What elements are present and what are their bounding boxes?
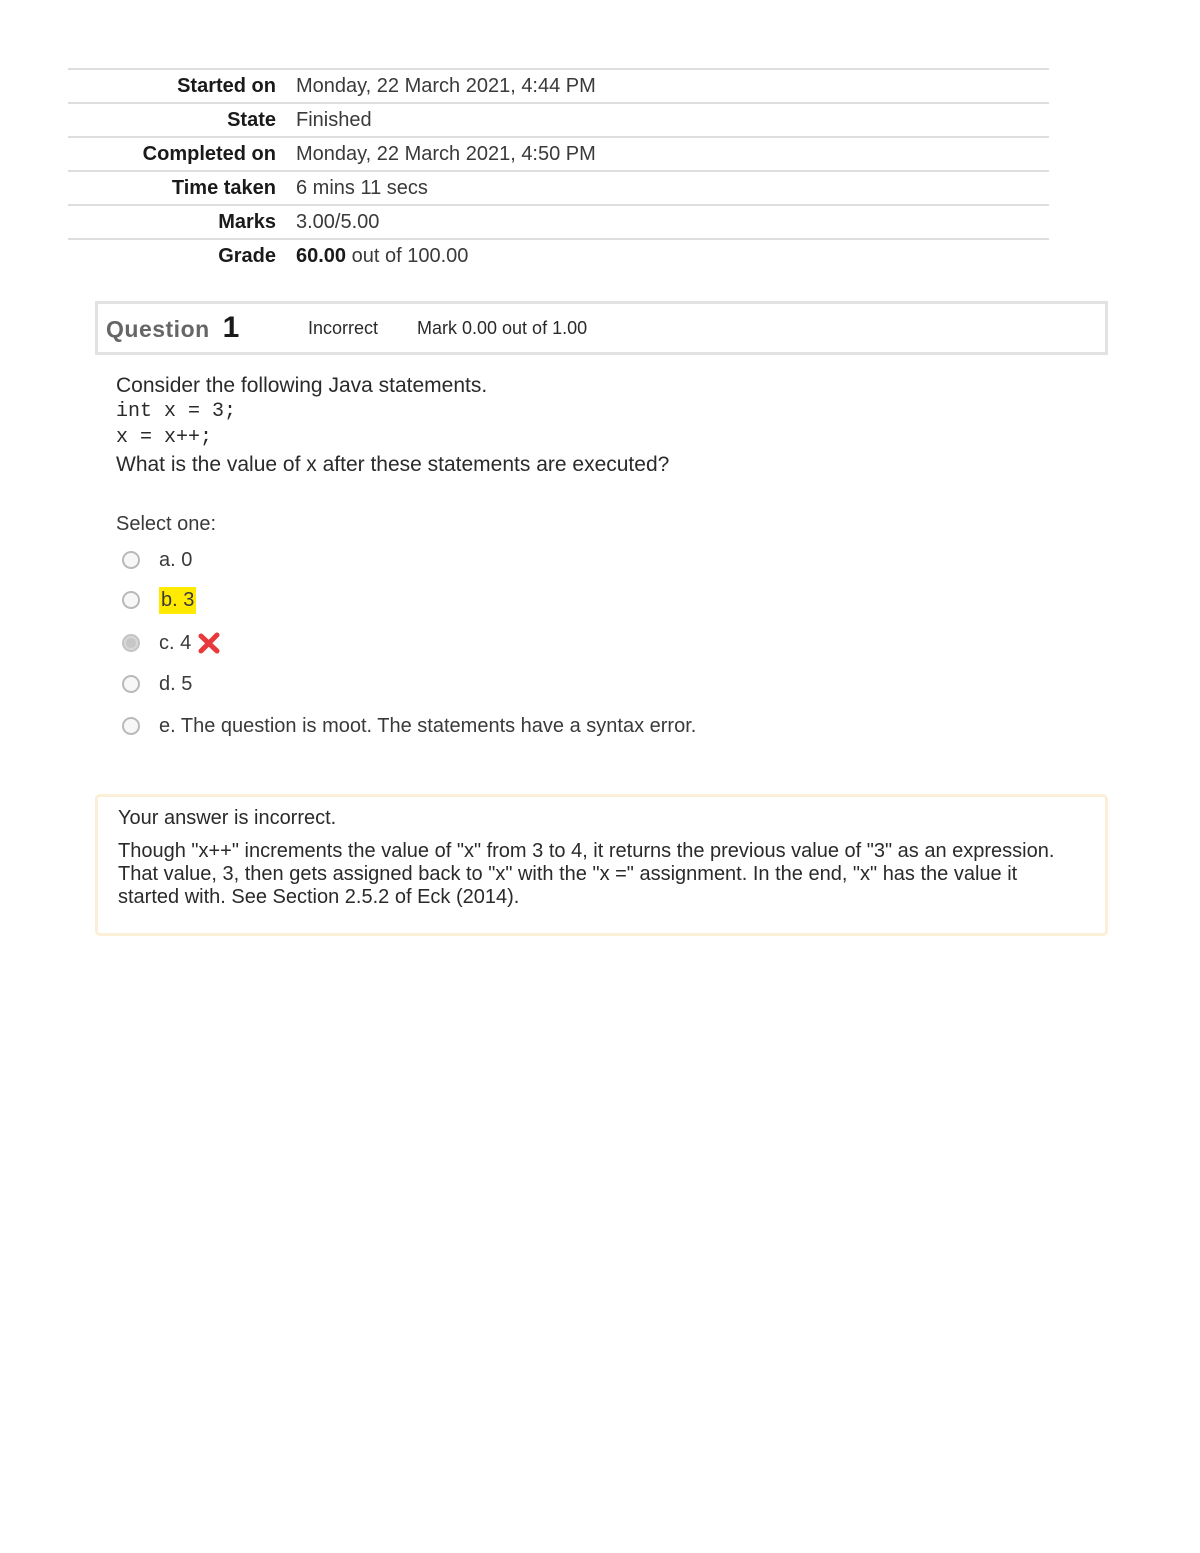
summary-row-grade <box>68 240 1049 272</box>
option-label: e. The question is moot. The statements have a syntax error. <box>159 714 697 737</box>
radio-button[interactable] <box>122 717 140 735</box>
summary-label: Completed on <box>142 142 276 165</box>
grade-out-of: out of 100.00 <box>346 244 469 267</box>
question-number: 1 <box>222 311 240 344</box>
option-d[interactable] <box>122 666 192 702</box>
question-intro: Consider the following Java statements. <box>116 374 488 397</box>
summary-value: Finished <box>296 108 372 131</box>
option-b[interactable] <box>122 582 196 618</box>
summary-label: Marks <box>218 210 276 233</box>
radio-button-selected[interactable] <box>122 634 140 652</box>
attempt-summary <box>68 68 1049 272</box>
option-label: a. 0 <box>159 548 193 571</box>
option-a[interactable] <box>122 542 192 578</box>
grade-score: 60.00 <box>296 244 347 267</box>
question-prompt: What is the value of x after these statements are executed? <box>116 453 670 476</box>
option-e[interactable] <box>122 708 696 744</box>
summary-value: Monday, 22 March 2021, 4:44 PM <box>296 74 596 97</box>
summary-value <box>296 245 468 268</box>
option-label: c. 4 <box>159 631 192 654</box>
summary-row-started <box>68 70 1049 104</box>
summary-label: State <box>227 108 276 131</box>
question-state: Incorrect <box>308 317 379 338</box>
summary-value: 6 mins 11 secs <box>296 176 428 199</box>
summary-row-time-taken <box>68 172 1049 206</box>
code-line: x = x++; <box>116 426 213 449</box>
summary-label: Started on <box>177 74 276 97</box>
summary-label: Time taken <box>171 176 276 199</box>
question-label: Question <box>106 316 210 342</box>
question-content <box>116 372 1096 536</box>
feedback-result: Your answer is incorrect. <box>118 807 337 829</box>
radio-button[interactable] <box>122 551 140 569</box>
option-label-correct-highlight: b. 3 <box>159 587 196 614</box>
radio-button[interactable] <box>122 591 140 609</box>
summary-label: Grade <box>218 244 276 267</box>
question-mark: Mark 0.00 out of 1.00 <box>417 317 588 338</box>
code-line: int x = 3; <box>116 400 237 423</box>
summary-value: 3.00/5.00 <box>296 210 380 233</box>
summary-row-marks <box>68 206 1049 240</box>
summary-row-completed <box>68 138 1049 172</box>
summary-row-state <box>68 104 1049 138</box>
question-info-box <box>95 301 1108 355</box>
feedback-box <box>95 794 1108 936</box>
question-title <box>106 311 308 345</box>
option-label: d. 5 <box>159 672 193 695</box>
summary-value: Monday, 22 March 2021, 4:50 PM <box>296 142 596 165</box>
feedback-explanation: Though "x++" increments the value of "x" from 3 to 4, it returns the previous value of "3" as an expression. That value, 3, then gets assigned back to "x" with the "x =" assignment. In the end, "x" has the value it started with. See Section 2.5.2 of Eck (2014). <box>118 840 1055 908</box>
select-one-label: Select one: <box>116 513 217 535</box>
option-c[interactable] <box>122 625 221 661</box>
cross-icon <box>197 631 221 655</box>
radio-button[interactable] <box>122 675 140 693</box>
